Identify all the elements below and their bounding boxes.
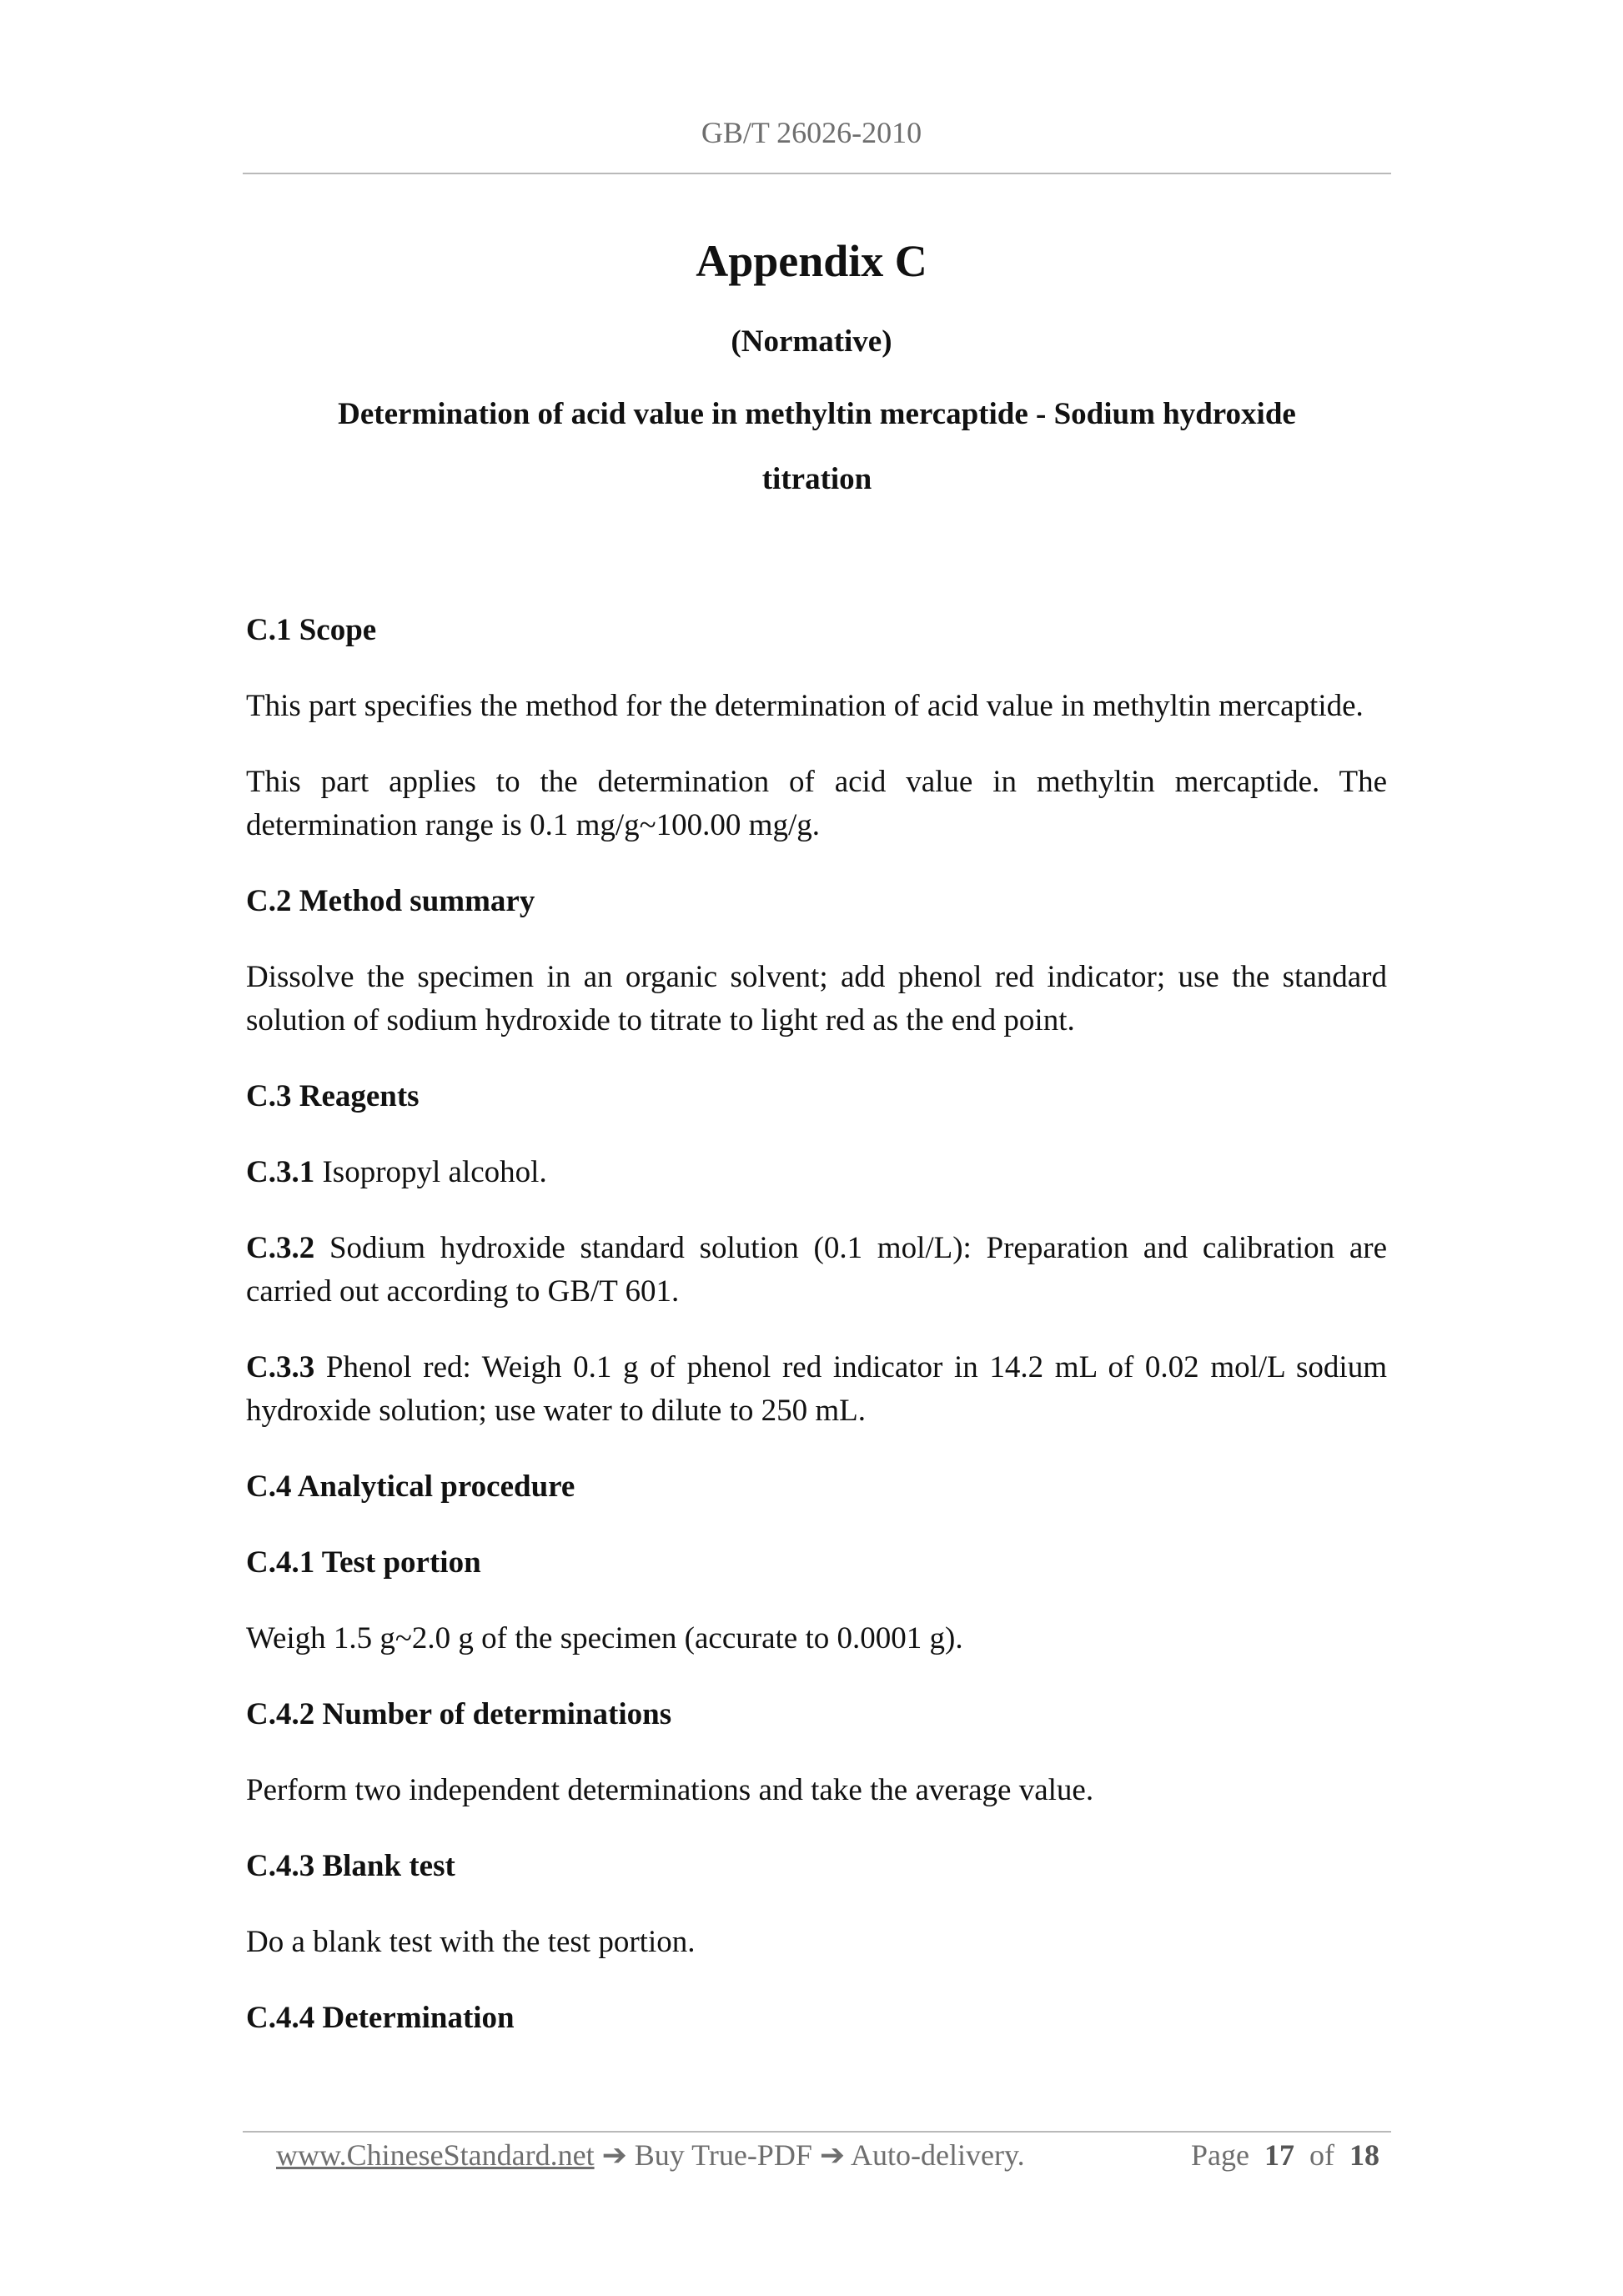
subsection-heading-c4-3: C.4.3 Blank test	[246, 1849, 455, 1883]
page-of-label: of	[1309, 2138, 1334, 2172]
subsection-heading-c4-4: C.4.4 Determination	[246, 2001, 515, 2035]
paragraph-c1-1: This part specifies the method for the determination of acid value in methyltin mercaptide.	[246, 689, 1364, 723]
footer-buy-text: Buy True-PDF	[634, 2138, 812, 2172]
clause-text-c3-2: Sodium hydroxide standard solution (0.1 mol/L): Preparation and calibration are carried out according to GB/T 601.	[246, 1231, 1387, 1309]
appendix-subtitle-line-2: titration	[761, 462, 872, 496]
subsection-heading-c4-2: C.4.2 Number of determinations	[246, 1697, 672, 1731]
document-body	[246, 609, 1387, 2072]
section-heading-c1: C.1 Scope	[246, 613, 377, 647]
arrow-right-icon: ➔	[819, 2138, 846, 2172]
footer-delivery-text: Auto-delivery.	[851, 2138, 1025, 2172]
appendix-title: Appendix C	[696, 236, 927, 286]
appendix-normative-label: (Normative)	[731, 324, 892, 359]
section-heading-c4: C.4 Analytical procedure	[246, 1470, 575, 1504]
chinesestandard-link[interactable]: www.ChineseStandard.net	[276, 2138, 595, 2172]
page-indicator	[1191, 2130, 1379, 2180]
page-footer	[276, 2130, 1379, 2180]
paragraph-c3-1	[246, 1151, 1387, 1194]
subsection-heading-c4-1: C.4.1 Test portion	[246, 1545, 481, 1580]
paragraph-c3-3	[246, 1346, 1387, 1433]
section-heading-c3: C.3 Reagents	[246, 1079, 420, 1113]
clause-number-c3-3: C.3.3	[246, 1350, 315, 1384]
paragraph-c2-1: Dissolve the specimen in an organic solvent; add phenol red indicator; use the standard solution of sodium hydroxide to titrate to light red as the end point.	[246, 960, 1387, 1037]
paragraph-c1-2: This part applies to the determination of acid value in methyltin mercaptide. The determination range is 0.1 mg/g~100.00 mg/g.	[246, 765, 1387, 842]
paragraph-c4-1: Weigh 1.5 g~2.0 g of the specimen (accurate to 0.0001 g).	[246, 1621, 963, 1655]
page-current-number: 17	[1264, 2138, 1294, 2172]
header-divider	[243, 173, 1391, 174]
paragraph-c4-3: Do a blank test with the test portion.	[246, 1925, 696, 1959]
clause-text-c3-3: Phenol red: Weigh 0.1 g of phenol red indicator in 14.2 mL of 0.02 mol/L sodium hydroxide solution; use water to dilute to 250 mL.	[246, 1350, 1387, 1428]
arrow-right-icon: ➔	[601, 2138, 627, 2172]
page-total-number: 18	[1349, 2138, 1379, 2172]
clause-number-c3-1: C.3.1	[246, 1155, 315, 1189]
paragraph-c4-2: Perform two independent determinations and take the average value.	[246, 1773, 1094, 1807]
appendix-subtitle-line-1: Determination of acid value in methyltin mercaptide - Sodium hydroxide	[338, 397, 1296, 431]
appendix-subtitle	[243, 382, 1391, 512]
document-header-standard: GB/T 26026-2010	[701, 116, 922, 149]
section-heading-c2: C.2 Method summary	[246, 884, 535, 918]
paragraph-c3-2	[246, 1227, 1387, 1314]
clause-number-c3-2: C.3.2	[246, 1231, 315, 1265]
clause-text-c3-1: Isopropyl alcohol.	[314, 1155, 547, 1189]
page-label: Page	[1191, 2138, 1249, 2172]
